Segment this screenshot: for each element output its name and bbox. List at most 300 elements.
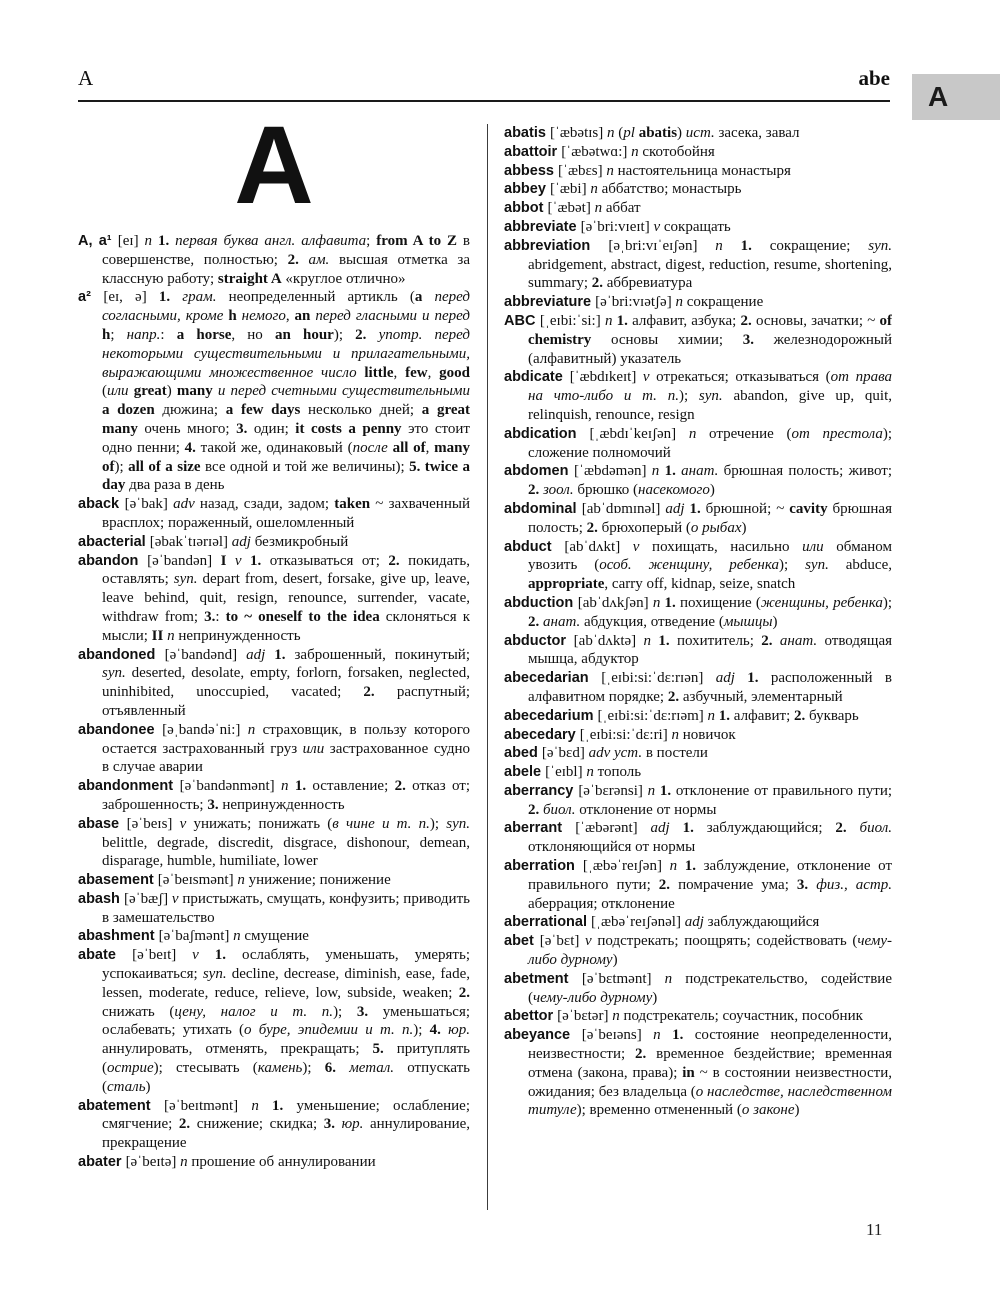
entry-segment: отводящая мышца, абдуктор — [528, 632, 892, 668]
dictionary-entry — [504, 669, 892, 707]
entry-segment: [abˈdɒmɪnəl] — [581, 500, 666, 517]
entry-segment: о законе — [741, 1102, 795, 1119]
dictionary-entry — [78, 1097, 470, 1153]
entry-segment: немого — [236, 308, 286, 325]
entry-segment: 1. — [659, 782, 676, 799]
headword: ABC — [504, 312, 540, 329]
entry-segment: many of — [102, 439, 470, 475]
entry-segment: [ˈæbətɪs] — [549, 125, 608, 141]
entry-segment: ); сложение полномочий — [528, 425, 892, 461]
entry-segment: «круглое отлично» — [281, 270, 406, 287]
entry-segment: зоол. — [543, 482, 578, 499]
dictionary-entry — [504, 913, 892, 932]
entry-segment: v — [192, 947, 215, 964]
entry-segment: несколько дней; — [300, 402, 422, 419]
entry-segment: настоятельница монастыря — [617, 162, 791, 179]
dictionary-entry — [504, 368, 892, 424]
dictionary-entry — [504, 312, 892, 368]
dictionary-entry — [504, 857, 892, 913]
entry-segment: 1. — [740, 237, 770, 254]
entry-segment: , — [285, 308, 295, 325]
headword: abet — [504, 933, 540, 950]
entry-segment: безмикробный — [254, 533, 349, 550]
dictionary-entry — [504, 632, 892, 670]
entry-segment: 2. — [458, 984, 470, 1001]
dictionary-entry — [504, 293, 892, 312]
entry-segment: аберрация; отклонение — [528, 895, 675, 912]
entry-segment: [ˌeɪbi:ˈsi:] — [539, 312, 605, 329]
dictionary-entry — [504, 970, 892, 1008]
headword: abasement — [78, 872, 158, 889]
entry-segment: 2. — [388, 552, 409, 569]
entry-segment: унижение; понижение — [248, 872, 391, 889]
entry-segment: унижать; понижать ( — [193, 815, 333, 832]
entry-segment: [ˈæbətwɑ:] — [561, 143, 632, 160]
entry-segment: pl — [623, 125, 639, 141]
entry-segment: , carry off, kidnap, seize, snatch — [604, 576, 796, 593]
entry-segment: h — [102, 326, 111, 343]
entry-segment: 1. — [272, 1097, 297, 1114]
entry-segment: [əˈbri:vɪətʃə] — [595, 294, 676, 311]
entry-segment: 2. — [835, 820, 860, 837]
headword: abashment — [78, 928, 159, 945]
entry-segment: syn. — [446, 815, 470, 832]
headword: a² — [78, 289, 104, 306]
entry-segment: [eɪ, ə] — [103, 289, 159, 306]
entry-segment: [abˈdʌkt] — [564, 538, 633, 555]
entry-segment: в чине и т. п. — [332, 815, 430, 832]
entry-segment: abduce, — [845, 557, 892, 574]
entry-segment: v — [585, 933, 598, 950]
entry-segment: n — [237, 872, 249, 889]
entry-segment: первая буква англ. алфавита — [175, 233, 367, 249]
entry-segment: n — [167, 627, 179, 644]
entry-segment: застрахованное судно в случае аварии — [102, 740, 470, 776]
entry-segment: 1. — [664, 463, 682, 480]
entry-segment: непринужденность — [222, 796, 345, 813]
dictionary-entry — [504, 500, 892, 538]
entry-segment: брюшная полость; живот; — [723, 463, 892, 480]
entry-segment: depart from, desert, forsake, give up, leave, leave behind, quit, resign, renounce, surrender, vacate, withdraw from; — [102, 571, 470, 625]
entry-segment: from A to Z — [376, 233, 457, 249]
entry-segment: n — [247, 721, 263, 738]
dictionary-entry — [78, 777, 470, 815]
entry-segment: [əˈbri:vɪeɪt] — [580, 218, 654, 235]
entry-segment: abridgement, abstract, digest, reduction, resume, shortening, summary; — [528, 256, 892, 292]
entry-segment: great — [133, 383, 167, 400]
entry-segment: ); — [413, 1022, 430, 1039]
entry-segment: острие — [107, 1060, 154, 1077]
dictionary-entry — [504, 538, 892, 594]
entry-segment: of chemistry — [528, 312, 892, 348]
headword: aback — [78, 496, 125, 513]
entry-segment: deserted, desolate, empty, forlorn, forsaken, neglected, uninhibited, unoccupied, vacated; — [102, 665, 470, 701]
entry-segment: ; — [366, 233, 377, 249]
entry-segment: 3. — [356, 1003, 383, 1020]
entry-segment: I — [220, 552, 235, 569]
entry-segment: новичок — [682, 726, 736, 743]
entry-segment: ) — [772, 613, 778, 630]
entry-segment: a dozen — [102, 402, 155, 419]
entry-segment: ); стесывать ( — [153, 1060, 258, 1077]
headword: abash — [78, 890, 124, 907]
entry-segment: и перед счетными существительными — [212, 383, 470, 400]
entry-segment: ); — [333, 326, 356, 343]
headword: abduction — [504, 594, 578, 611]
entry-segment: похищение ( — [680, 594, 761, 611]
entry-segment: 1. — [157, 233, 176, 249]
entry-segment: 4. — [184, 439, 201, 456]
entry-segment: неопределенный артикль ( — [228, 289, 415, 306]
entry-segment: пристыжать, смущать, конфузить; приводить в замешательство — [102, 890, 470, 926]
entry-segment: аббат — [605, 200, 641, 217]
entry-segment: ) — [652, 989, 658, 1006]
entry-segment: syn. — [868, 237, 892, 254]
dictionary-entry — [504, 162, 892, 181]
entry-segment: cavity — [789, 500, 833, 517]
entry-segment: ) — [741, 519, 747, 536]
entry-segment: отпускать ( — [102, 1060, 470, 1095]
entry-segment: [ˌæbdɪˈkeɪʃən] — [589, 425, 689, 442]
entry-segment: 2. — [528, 801, 543, 818]
dictionary-entry — [504, 707, 892, 726]
page-number: 11 — [866, 1220, 883, 1239]
entry-segment: сокращение; — [769, 237, 869, 254]
entry-segment: [ˈæbət] — [547, 200, 595, 217]
entry-segment: n — [233, 928, 245, 945]
entry-segment: in — [682, 1064, 695, 1081]
entry-segment: отклоняющийся от нормы — [528, 839, 696, 856]
dictionary-entry — [78, 927, 470, 946]
entry-segment: заброшенный, покинутый; — [294, 646, 470, 663]
entry-segment: ); временно отмененный ( — [576, 1102, 742, 1119]
entry-segment: [əˈbɛd] — [541, 745, 589, 762]
entry-segment: [əˈbɛtmənt] — [581, 970, 665, 987]
entry-segment: n — [180, 1154, 192, 1171]
entry-segment: сокращать — [663, 218, 731, 235]
entry-segment: syn. — [698, 388, 734, 405]
entry-segment: [ˌæbəˈreɪʃənəl] — [591, 914, 685, 931]
entry-segment: алфавит; — [733, 707, 795, 724]
entry-segment: h — [228, 308, 237, 325]
entry-segment: [abˈdʌktə] — [573, 632, 644, 649]
entry-segment: или — [107, 383, 134, 400]
entry-segment: камень — [257, 1060, 303, 1077]
entry-segment: n — [651, 463, 665, 480]
headword: abbess — [504, 162, 558, 179]
entry-segment: n — [664, 970, 686, 987]
entry-segment: притуплять ( — [102, 1041, 470, 1077]
headword: abandon — [78, 552, 148, 569]
entry-segment: [əˈbeɪəns] — [581, 1027, 654, 1044]
entry-segment: подстрекать; поощрять; содействовать ( — [597, 933, 858, 950]
entry-segment: abandon, give up, quit, relinquish, renounce, resign — [528, 388, 892, 423]
entry-segment: ~ в состоянии неизвестности, ожидания; без владельца ( — [528, 1064, 892, 1100]
entry-segment: такой же, одинаковый ( — [200, 439, 353, 456]
headword: aberrational — [504, 914, 592, 931]
alphabet-thumb-tab — [912, 74, 1000, 120]
entry-segment: высшая отметка за классную работу; — [102, 251, 470, 287]
entry-segment: a few days — [225, 402, 301, 419]
entry-segment: v — [642, 369, 657, 386]
entry-segment: 1. — [672, 1027, 695, 1044]
entry-segment: [əˈbandənd] — [164, 646, 247, 663]
dictionary-entry — [504, 932, 892, 970]
entry-segment: abatis — [638, 125, 678, 141]
entry-segment: назад, сзади, задом; — [199, 496, 335, 513]
entry-segment: n — [652, 594, 665, 611]
entry-segment: 1. — [682, 820, 707, 837]
dictionary-entry — [78, 890, 470, 928]
entry-segment: few — [405, 364, 428, 381]
entry-segment: от права на что-либо и т. п. — [528, 369, 892, 405]
entry-segment: ~ захваченный врасплох; пораженный, ошеломленный — [102, 496, 470, 531]
entry-segment: ( — [102, 383, 107, 400]
entry-segment: напр. — [126, 326, 161, 343]
entry-segment: аннулировать, отменять, прекращать; — [102, 1041, 373, 1058]
entry-segment: тополь — [597, 764, 642, 781]
entry-segment: страховщик, в пользу которого остается застрахованный груз — [102, 721, 470, 757]
entry-segment: adj — [650, 820, 683, 837]
entry-segment: 1. — [214, 947, 242, 964]
entry-segment: 5. twice a day — [102, 458, 470, 494]
entry-segment: перед гласными и перед — [310, 308, 470, 325]
headword: abdicate — [504, 369, 570, 386]
entry-segment: биол. — [859, 820, 892, 837]
entry-segment: adv уст. — [588, 745, 646, 762]
entry-segment: II — [151, 627, 168, 644]
dictionary-entry — [78, 552, 470, 646]
entry-segment: отрекаться; отказываться ( — [656, 369, 831, 386]
big-section-letter: A — [234, 116, 314, 227]
entry-segment: метал. — [349, 1060, 408, 1077]
entry-segment: все одной и той же величины); — [200, 458, 410, 475]
headword: abbreviate — [504, 218, 581, 235]
entry-segment: [eɪ] — [117, 233, 145, 249]
entry-segment: юр. — [341, 1116, 370, 1133]
entry-segment: абдукция, отведение ( — [583, 613, 724, 630]
entry-segment: перед согласными, кроме — [102, 289, 470, 325]
header-rule — [78, 100, 890, 102]
entry-segment: заблуждающийся; — [706, 820, 836, 837]
entry-segment: брюхоперый ( — [601, 519, 691, 536]
header-right-keyword: abe — [858, 66, 890, 90]
entry-segment: аннулирование, прекращение — [102, 1116, 470, 1152]
entry-segment: [ˈeɪbl] — [545, 764, 587, 781]
entry-segment: физ., астр. — [816, 876, 892, 893]
dictionary-entry — [504, 782, 892, 820]
dictionary-entry — [504, 763, 892, 782]
entry-segment: основы, зачатки; ~ — [755, 312, 880, 329]
entry-segment: [əˈbeɪtə] — [125, 1154, 181, 1171]
dictionary-entry — [78, 533, 470, 552]
dictionary-entry — [504, 594, 892, 632]
column-right — [504, 124, 892, 1216]
entry-segment: n — [251, 1097, 272, 1114]
dictionary-entry — [78, 232, 470, 288]
headword: abele — [504, 764, 546, 781]
dictionary-entry — [504, 199, 892, 218]
entry-segment: это стоит одно пенни; — [102, 420, 470, 456]
entry-segment: 3. — [323, 1116, 342, 1133]
entry-segment: n — [612, 1008, 624, 1025]
entry-segment: n — [647, 782, 660, 799]
entry-segment: грам. — [182, 289, 229, 306]
headword: aberration — [504, 858, 583, 875]
entry-segment: снижать ( — [102, 1003, 175, 1020]
entry-segment: [əˈbeɪsmənt] — [157, 872, 238, 889]
entry-segment: в постели — [645, 745, 708, 762]
headword: abdication — [504, 425, 590, 442]
entry-segment: ); — [779, 557, 806, 574]
headword: abatement — [78, 1097, 164, 1114]
entry-segment: ) — [794, 1102, 800, 1119]
entry-segment: ( — [618, 125, 624, 141]
entry-segment: анат. — [779, 632, 825, 649]
dictionary-entry — [78, 1153, 470, 1172]
entry-segment: анат. — [543, 613, 584, 630]
headword: abbey — [504, 181, 550, 198]
entry-segment: отказываться от; — [269, 552, 389, 569]
headword: abductor — [504, 632, 574, 649]
headword: abbreviation — [504, 237, 609, 254]
entry-segment: обманом увозить ( — [528, 538, 892, 574]
entry-segment: биол. — [543, 801, 580, 818]
entry-segment: [əˈbeɪt] — [132, 947, 193, 964]
entry-segment: 1. — [747, 670, 771, 687]
entry-segment: 2. — [658, 876, 679, 893]
entry-segment: a — [414, 289, 423, 306]
entry-segment: помрачение ума; — [678, 876, 797, 893]
entry-segment: v — [179, 815, 194, 832]
entry-segment: ист. — [685, 125, 719, 141]
entry-segment: 2. — [528, 613, 543, 630]
entry-segment: it costs a penny — [295, 420, 402, 437]
entry-segment: женщины, ребенка — [760, 594, 883, 611]
entries-right — [504, 124, 892, 1120]
entry-segment: all of — [392, 439, 426, 456]
header-left-keyword: A — [78, 66, 94, 90]
headword: aberrancy — [504, 782, 579, 799]
entry-segment: ) — [677, 125, 686, 141]
entry-segment: расположенный в алфавитном порядке; — [528, 670, 892, 705]
headword: abed — [504, 745, 542, 762]
entry-segment: сокращение — [686, 294, 764, 311]
entry-segment: брюшная полость; — [528, 500, 892, 536]
entry-segment: 2. — [586, 519, 602, 536]
headword: abdomen — [504, 463, 575, 480]
dictionary-entry — [504, 1026, 892, 1120]
entry-segment: ); — [429, 815, 447, 832]
entry-segment: алфавит, азбука; — [632, 312, 741, 329]
headword: aberrant — [504, 820, 576, 837]
entry-segment: 5. — [372, 1041, 397, 1058]
entry-segment: в совершенстве, полностью; — [102, 233, 470, 268]
headword: abbot — [504, 200, 548, 217]
dictionary-entry — [504, 1007, 892, 1026]
entry-segment: [ˌæbəˈreɪʃən] — [582, 858, 670, 875]
entry-segment: от престола — [791, 425, 883, 442]
entry-segment: аббатство; монастырь — [601, 181, 742, 198]
entry-segment: n — [715, 237, 741, 254]
entry-segment: , — [427, 364, 440, 381]
entry-segment: 3. — [204, 608, 216, 625]
entry-segment: n — [675, 294, 687, 311]
entry-segment: n — [643, 632, 659, 649]
entry-segment: прошение об аннулировании — [191, 1154, 376, 1171]
entry-segment: употр. перед некоторыми существительными и прилагательными, выражающими множественное число — [102, 326, 470, 381]
entry-segment: [ˌeɪbi:si:ˈdɛ:rɪən] — [601, 670, 716, 687]
entry-segment: appropriate — [528, 576, 605, 593]
entry-segment: [əˈbeɪs] — [126, 815, 180, 832]
dictionary-entry — [78, 946, 470, 1096]
entry-segment: 2. — [394, 778, 413, 795]
entry-segment: 2. — [363, 684, 397, 701]
entry-segment: 1. — [294, 778, 313, 795]
headword: abetment — [504, 970, 582, 987]
headword: abecedarian — [504, 670, 602, 687]
entry-segment: покидать, оставлять; — [102, 552, 470, 588]
dictionary-entry — [78, 288, 470, 495]
entry-segment: цену, налог и т. п. — [174, 1003, 334, 1020]
entry-segment: syn. — [202, 966, 232, 983]
entry-segment: n — [590, 181, 602, 198]
entry-segment: ); — [114, 458, 129, 475]
entry-segment: 2. — [178, 1116, 197, 1133]
entry-segment: : — [160, 326, 177, 343]
column-divider — [487, 124, 488, 1210]
entry-segment: чему-либо дурному — [528, 933, 892, 969]
headword: abate — [78, 947, 133, 964]
entry-segment: 3. — [207, 796, 223, 813]
headword: abattoir — [504, 143, 562, 160]
entry-segment: временное бездействие; временная отмена (закона, права); — [528, 1046, 892, 1081]
entry-segment: v — [171, 890, 183, 907]
dictionary-entry — [504, 143, 892, 162]
entry-segment: непринужденность — [178, 627, 301, 644]
entry-segment: good — [439, 364, 470, 381]
entry-segment: [ˈæbərənt] — [575, 820, 651, 837]
entry-segment: all of a size — [128, 458, 201, 475]
entry-segment: 2. — [287, 251, 309, 268]
dictionary-entry — [504, 124, 892, 143]
entry-segment: 2. — [667, 688, 683, 705]
entry-segment: заблуждение, отклонение от правильного пути; — [528, 858, 892, 893]
entry-segment: 2. — [591, 275, 607, 292]
entry-segment: [əˈbɛt] — [539, 933, 586, 950]
dictionary-entry — [504, 744, 892, 763]
entry-segment: анат. — [681, 463, 724, 480]
entry-segment: ) — [166, 383, 177, 400]
headword: abeyance — [504, 1027, 582, 1044]
entry-segment: syn. — [805, 557, 846, 574]
entry-segment: склоняться к мысли; — [102, 608, 470, 644]
entry-segment: засека, завал — [718, 125, 800, 141]
entry-segment: отклонение от нормы — [579, 801, 717, 818]
entry-segment: распутный; отъявленный — [102, 684, 470, 719]
entry-segment: 4. — [429, 1022, 449, 1039]
entry-segment: брюшной; ~ — [705, 500, 790, 517]
entry-segment: азбучный, элементарный — [682, 688, 843, 705]
headword: abdominal — [504, 500, 582, 517]
entry-segment: n — [144, 233, 158, 249]
page-header — [78, 66, 890, 91]
entry-segment: [əbakˈtɪərɪəl] — [149, 533, 232, 550]
entry-segment: после — [352, 439, 393, 456]
entry-segment: 1. — [158, 289, 183, 306]
entry-segment: очень много; — [137, 420, 237, 437]
entry-segment: [əˌbandəˈni:] — [162, 721, 248, 738]
